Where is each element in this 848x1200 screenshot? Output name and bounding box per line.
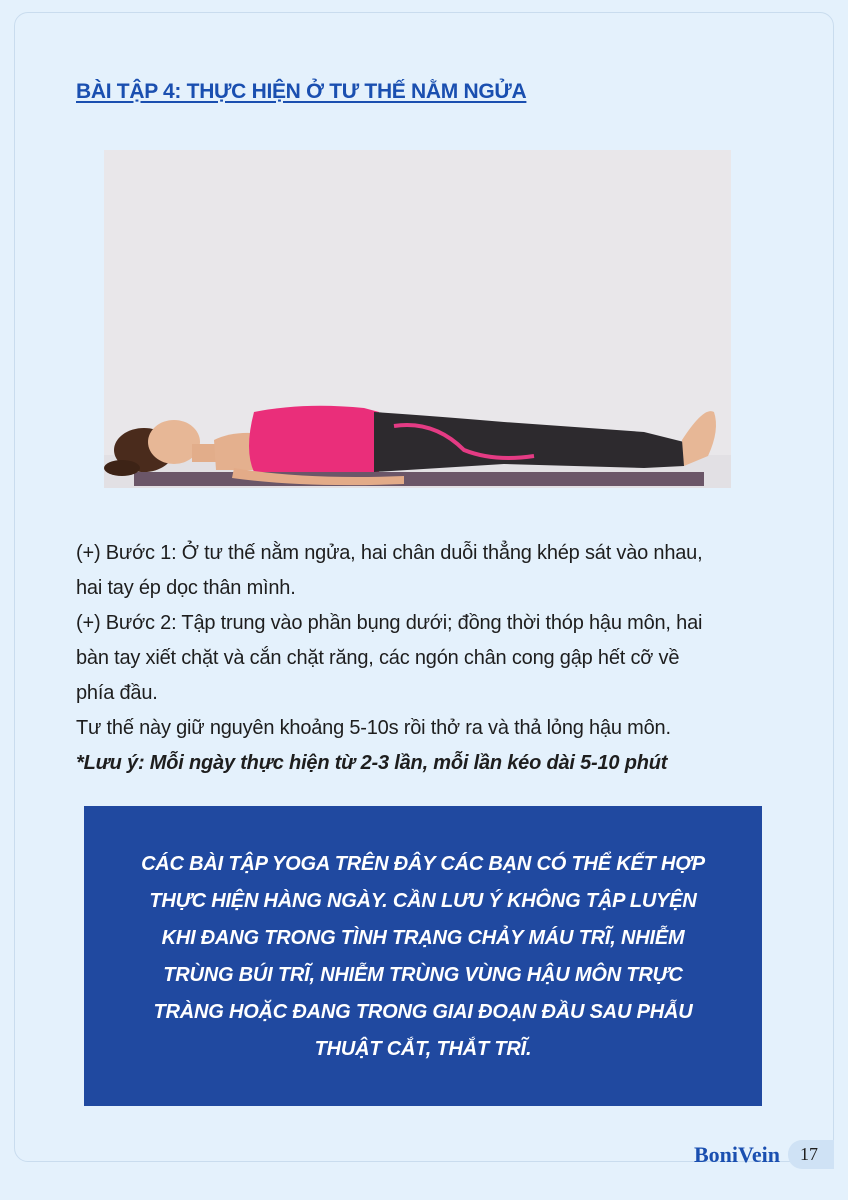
note-line: *Lưu ý: Mỗi ngày thực hiện từ 2-3 lần, mỗi lần kéo dài 5-10 phút [76, 752, 668, 774]
page-title: BÀI TẬP 4: THỰC HIỆN Ở TƯ THẾ NẰM NGỬA [76, 80, 527, 103]
callout-line: CÁC BÀI TẬP YOGA TRÊN ĐÂY CÁC BẠN CÓ THỂ KẾT HỢP [141, 853, 705, 875]
callout-line: KHI ĐANG TRONG TÌNH TRẠNG CHẢY MÁU TRĨ, NHIỄM [161, 927, 685, 949]
warning-callout [84, 806, 762, 1106]
callout-line: TRÀNG HOẶC ĐANG TRONG GIAI ĐOẠN ĐẦU SAU PHẪU [153, 1001, 693, 1023]
callout-line: THUẬT CẮT, THẮT TRĨ. [314, 1038, 532, 1060]
instruction-line: bàn tay xiết chặt và cắn chặt răng, các ngón chân cong gập hết cỡ về [76, 647, 680, 669]
instruction-line: phía đầu. [76, 682, 158, 704]
exercise-photo [104, 150, 731, 488]
callout-line: TRÙNG BÚI TRĨ, NHIỄM TRÙNG VÙNG HẬU MÔN TRỰC [163, 964, 683, 986]
brand-logo: BoniVein [693, 1141, 780, 1167]
page-footer [694, 1140, 834, 1169]
instruction-line: (+) Bước 1: Ở tư thế nằm ngửa, hai chân duỗi thẳng khép sát vào nhau, [76, 542, 703, 564]
instruction-line: Tư thế này giữ nguyên khoảng 5-10s rồi thở ra và thả lỏng hậu môn. [76, 717, 671, 739]
exercise-instructions [76, 536, 776, 781]
instruction-line: hai tay ép dọc thân mình. [76, 577, 296, 599]
woman-lying-supine-icon [104, 150, 731, 488]
callout-line: THỰC HIỆN HÀNG NGÀY. CẦN LƯU Ý KHÔNG TẬP LUYỆN [149, 890, 697, 912]
page-number: 17 [788, 1140, 834, 1169]
instruction-line: (+) Bước 2: Tập trung vào phần bụng dưới; đồng thời thóp hậu môn, hai [76, 612, 703, 634]
